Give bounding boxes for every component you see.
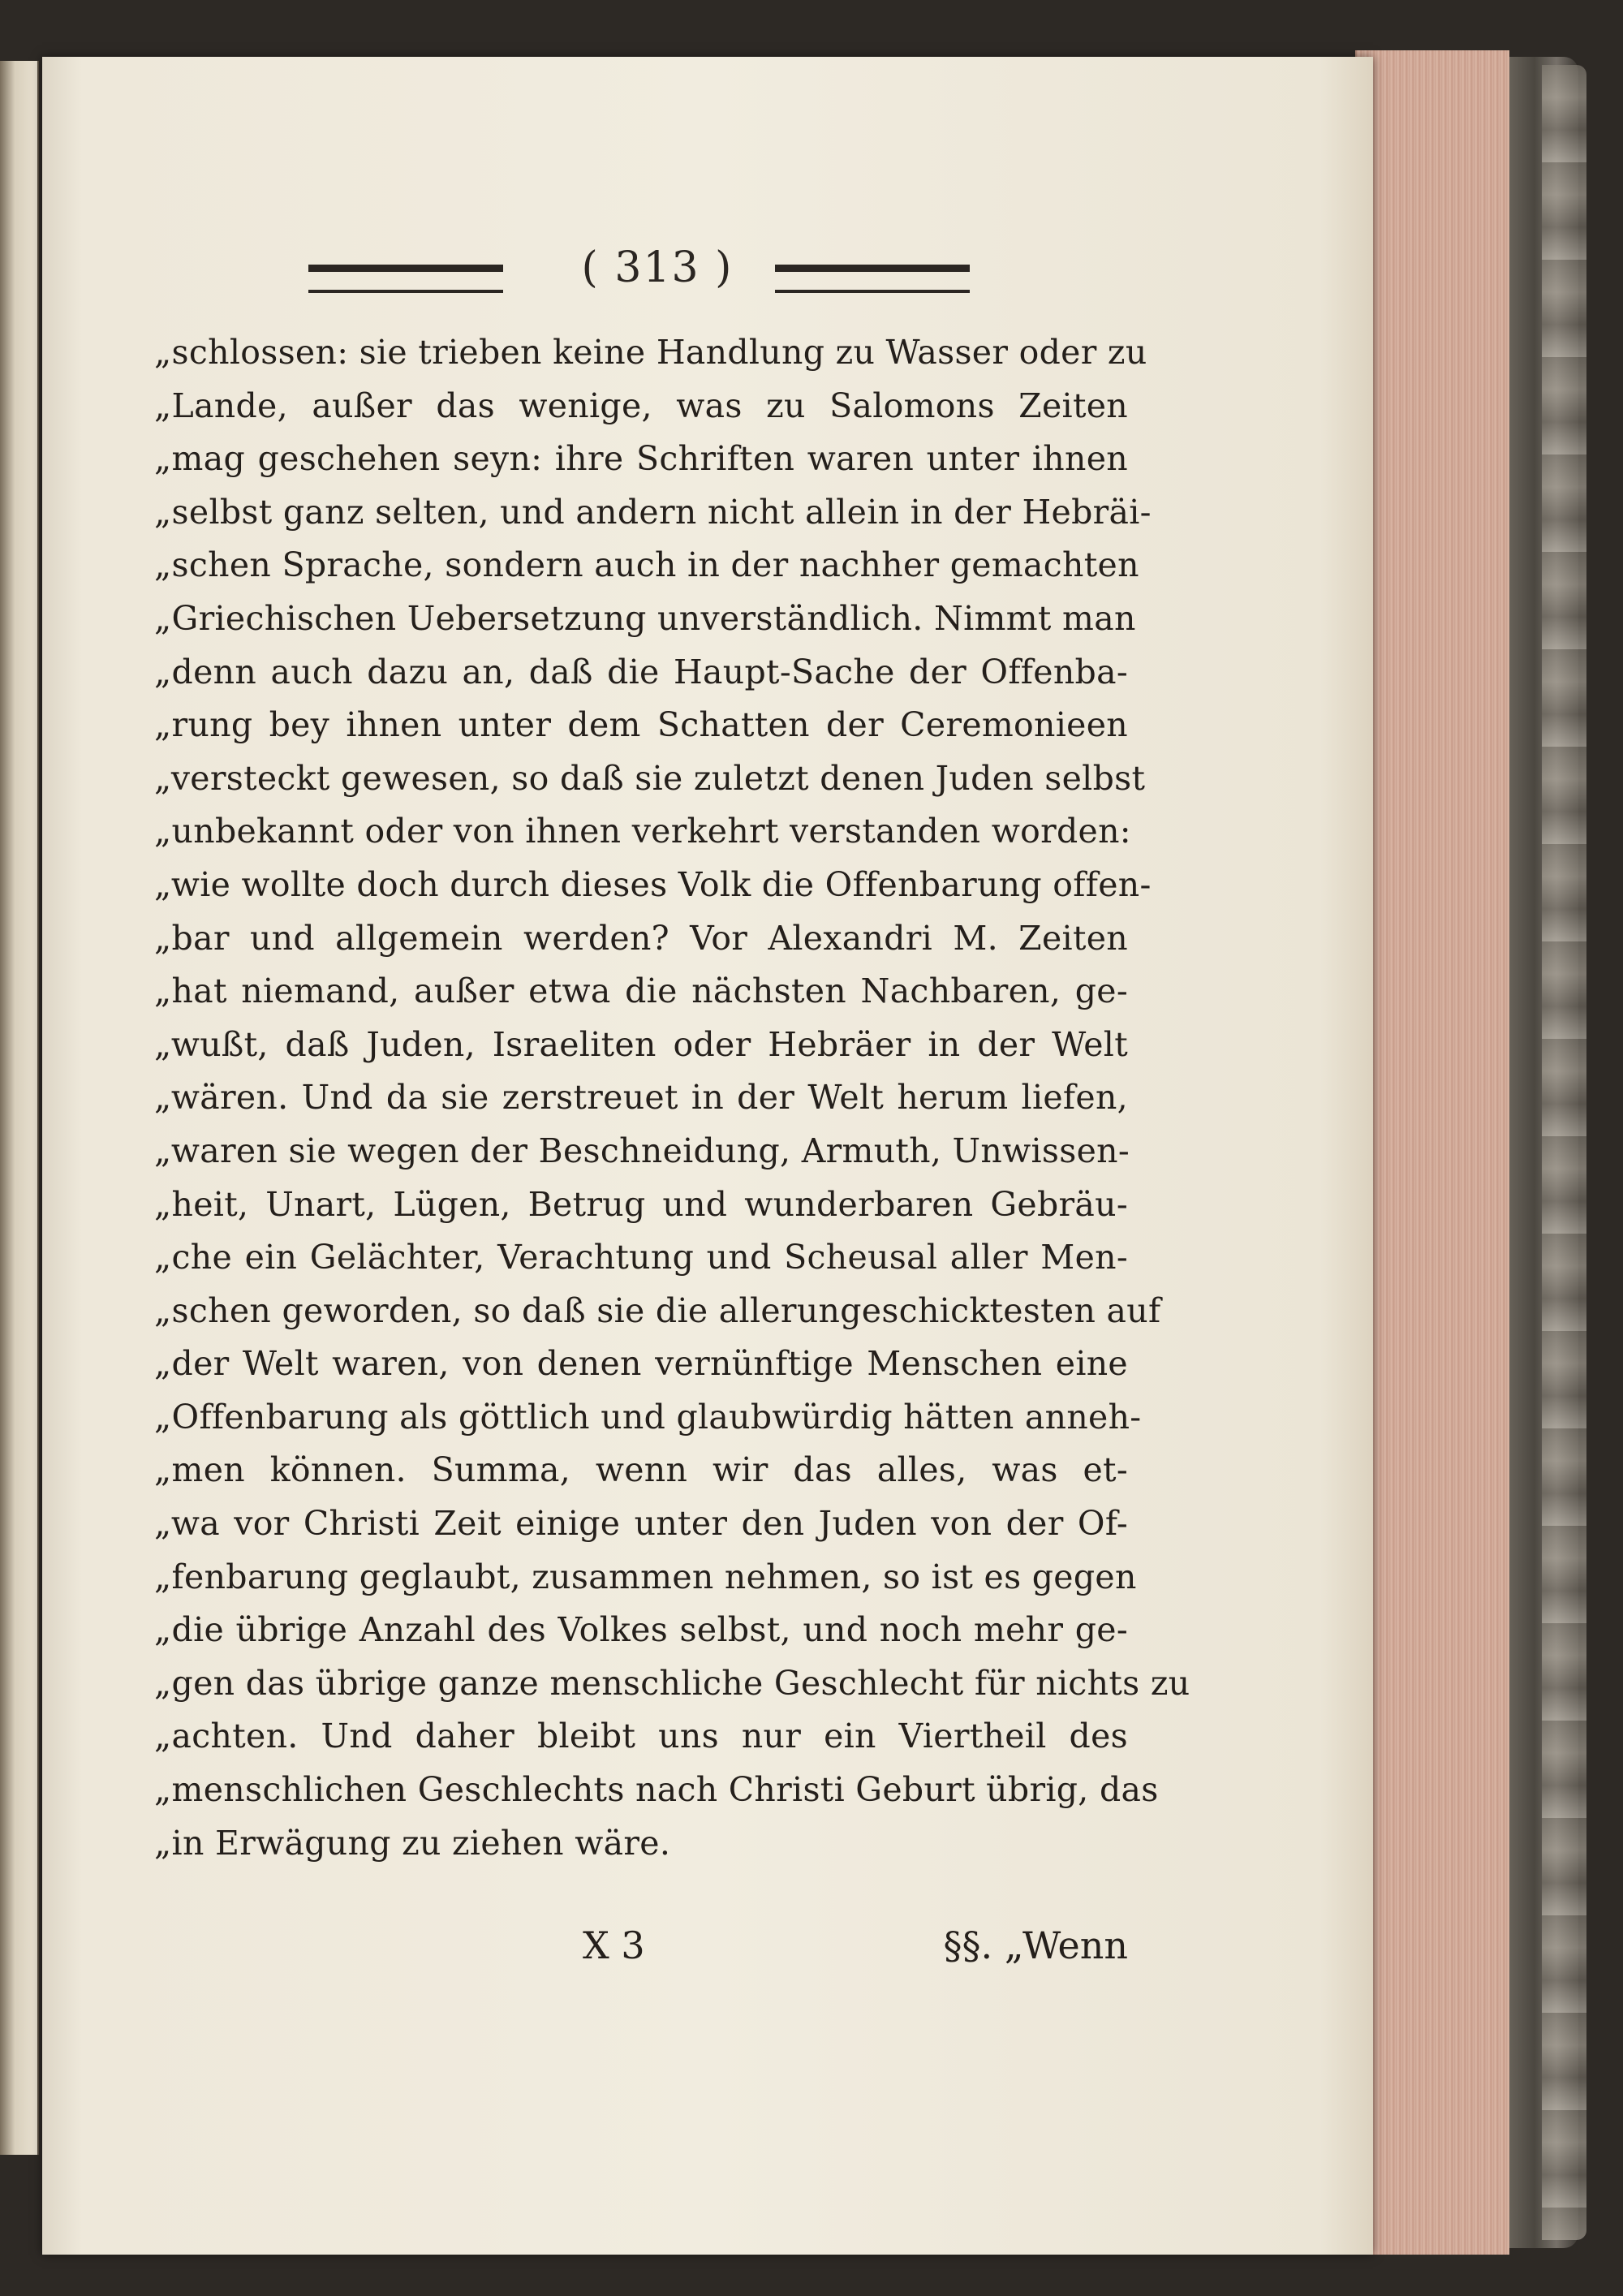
text-line: „unbekannt oder von ihnen verkehrt verstanden worden: — [154, 812, 1131, 851]
text-line: „fenbarung geglaubt, zusammen nehmen, so ist es gegen — [154, 1557, 1137, 1596]
text-line: „der Welt waren, von denen vernünftige Menschen eine — [154, 1344, 1128, 1384]
text-line: „Griechischen Uebersetzung unverständlich. Nimmt man — [154, 598, 1136, 638]
page-number: ( 313 ) — [581, 243, 734, 292]
text-line: „wären. Und da sie zerstreuet in der Welt herum liefen, — [154, 1078, 1128, 1118]
text-line: „menschlichen Geschlechts nach Christi Geburt übrig, das — [154, 1770, 1159, 1810]
signature-mark: X 3 — [583, 1923, 645, 1967]
header-rule-left — [308, 265, 503, 293]
text-line: „Offenbarung als göttlich und glaubwürdig hätten anneh- — [154, 1397, 1142, 1437]
text-line: „versteckt gewesen, so daß sie zuletzt denen Juden selbst — [154, 758, 1146, 798]
page-fore-edge — [1355, 50, 1509, 2255]
text-line: „wa vor Christi Zeit einige unter den Juden von der Of- — [154, 1504, 1128, 1544]
text-line: „selbst ganz selten, und andern nicht allein in der Hebräi- — [154, 492, 1152, 532]
catchword: §§. „Wenn — [943, 1923, 1128, 1967]
text-line: „wie wollte doch durch dieses Volk die Offenbarung offen- — [154, 864, 1152, 904]
text-line: „wußt, daß Juden, Israeliten oder Hebräer in der Welt — [154, 1024, 1128, 1064]
text-line: „hat niemand, außer etwa die nächsten Nachbaren, ge- — [154, 971, 1128, 1011]
facing-page-edge — [0, 61, 39, 2155]
text-line: „schen geworden, so daß sie die allerungeschicktesten auf — [154, 1290, 1161, 1330]
page-header — [308, 243, 982, 308]
text-line: „mag geschehen seyn: ihre Schriften waren unter ihnen — [154, 439, 1128, 479]
text-line: „men können. Summa, wenn wir das alles, was et- — [154, 1450, 1128, 1490]
body-text — [154, 326, 1190, 1870]
text-line: „achten. Und daher bleibt uns nur ein Viertheil des — [154, 1717, 1128, 1756]
text-line: „schen Sprache, sondern auch in der nachher gemachten — [154, 545, 1139, 585]
text-line: „denn auch dazu an, daß die Haupt-Sache der Offenba- — [154, 652, 1128, 691]
text-line: „Lande, außer das wenige, was zu Salomons Zeiten — [154, 386, 1128, 425]
text-line: „che ein Gelächter, Verachtung und Scheusal aller Men- — [154, 1238, 1128, 1277]
text-line: „die übrige Anzahl des Volkes selbst, und noch mehr ge- — [154, 1610, 1128, 1650]
text-line: „heit, Unart, Lügen, Betrug und wunderbaren Gebräu- — [154, 1184, 1128, 1224]
text-line: „gen das übrige ganze menschliche Geschlecht für nichts zu — [154, 1663, 1190, 1703]
text-line: „in Erwägung zu ziehen wäre. — [154, 1823, 671, 1863]
text-line: „bar und allgemein werden? Vor Alexandri M. Zeiten — [154, 918, 1128, 958]
text-line: „waren sie wegen der Beschneidung, Armuth, Unwissen- — [154, 1131, 1130, 1170]
text-line: „schlossen: sie trieben keine Handlung zu Wasser oder zu — [154, 333, 1147, 372]
cover-wear — [1542, 65, 1586, 2240]
header-rule-right — [775, 265, 970, 293]
text-line: „rung bey ihnen unter dem Schatten der Ceremonieen — [154, 705, 1128, 745]
